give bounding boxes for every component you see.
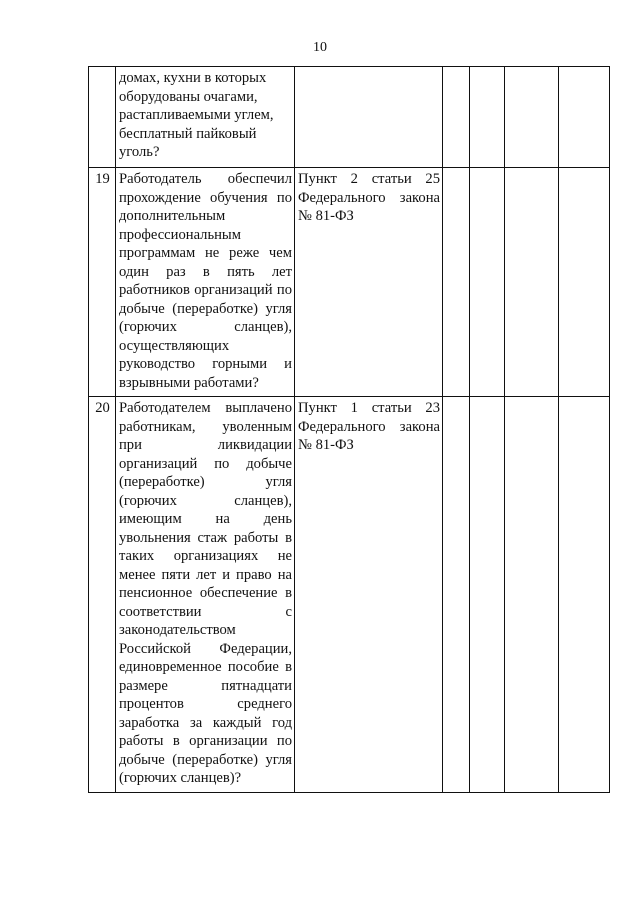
checklist-table [88, 66, 610, 793]
row-number: 19 [89, 168, 116, 397]
legal-reference: Пункт 2 статьи 25 Федерального закона № 81-ФЗ [295, 168, 443, 397]
question-text: Работодателем выплачено работникам, уволенным при ликвидации организаций по добыче (переработке) угля (горючих сланцев), имеющим на день увольнения стаж работы в таких организациях не менее пяти лет и право на пенсионное обеспечение в соответствии с законодательством Российской Федерации, единовременное пособие в размере пятнадцати процентов среднего заработка за каждый год работы в организации по добыче (переработке) угля (горючих сланцев)? [116, 397, 295, 793]
notes-cell[interactable] [559, 397, 610, 793]
legal-reference: Пункт 1 статьи 23 Федерального закона № 81-ФЗ [295, 397, 443, 793]
answer-no-cell[interactable] [470, 67, 505, 168]
notes-cell[interactable] [559, 67, 610, 168]
question-text: домах, кухни в которых оборудованы очагами, растапливаемыми углем, бесплатный пайковый уголь? [116, 67, 295, 168]
answer-yes-cell[interactable] [443, 168, 470, 397]
legal-reference [295, 67, 443, 168]
answer-yes-cell[interactable] [443, 67, 470, 168]
page-number: 10 [313, 40, 327, 55]
answer-yes-cell[interactable] [443, 397, 470, 793]
notes-cell[interactable] [559, 168, 610, 397]
answer-no-cell[interactable] [470, 397, 505, 793]
row-number: 20 [89, 397, 116, 793]
answer-no-cell[interactable] [470, 168, 505, 397]
answer-na-cell[interactable] [505, 397, 559, 793]
answer-na-cell[interactable] [505, 67, 559, 168]
table-row [89, 168, 610, 397]
answer-na-cell[interactable] [505, 168, 559, 397]
row-number [89, 67, 116, 168]
table-row [89, 397, 610, 793]
table-row [89, 67, 610, 168]
question-text: Работодатель обеспечил прохождение обучения по дополнительным профессиональным программам не реже чем один раз в пять лет работников организаций по добыче (переработке) угля (горючих сланцев), осуществляющих руководство горными и взрывными работами? [116, 168, 295, 397]
